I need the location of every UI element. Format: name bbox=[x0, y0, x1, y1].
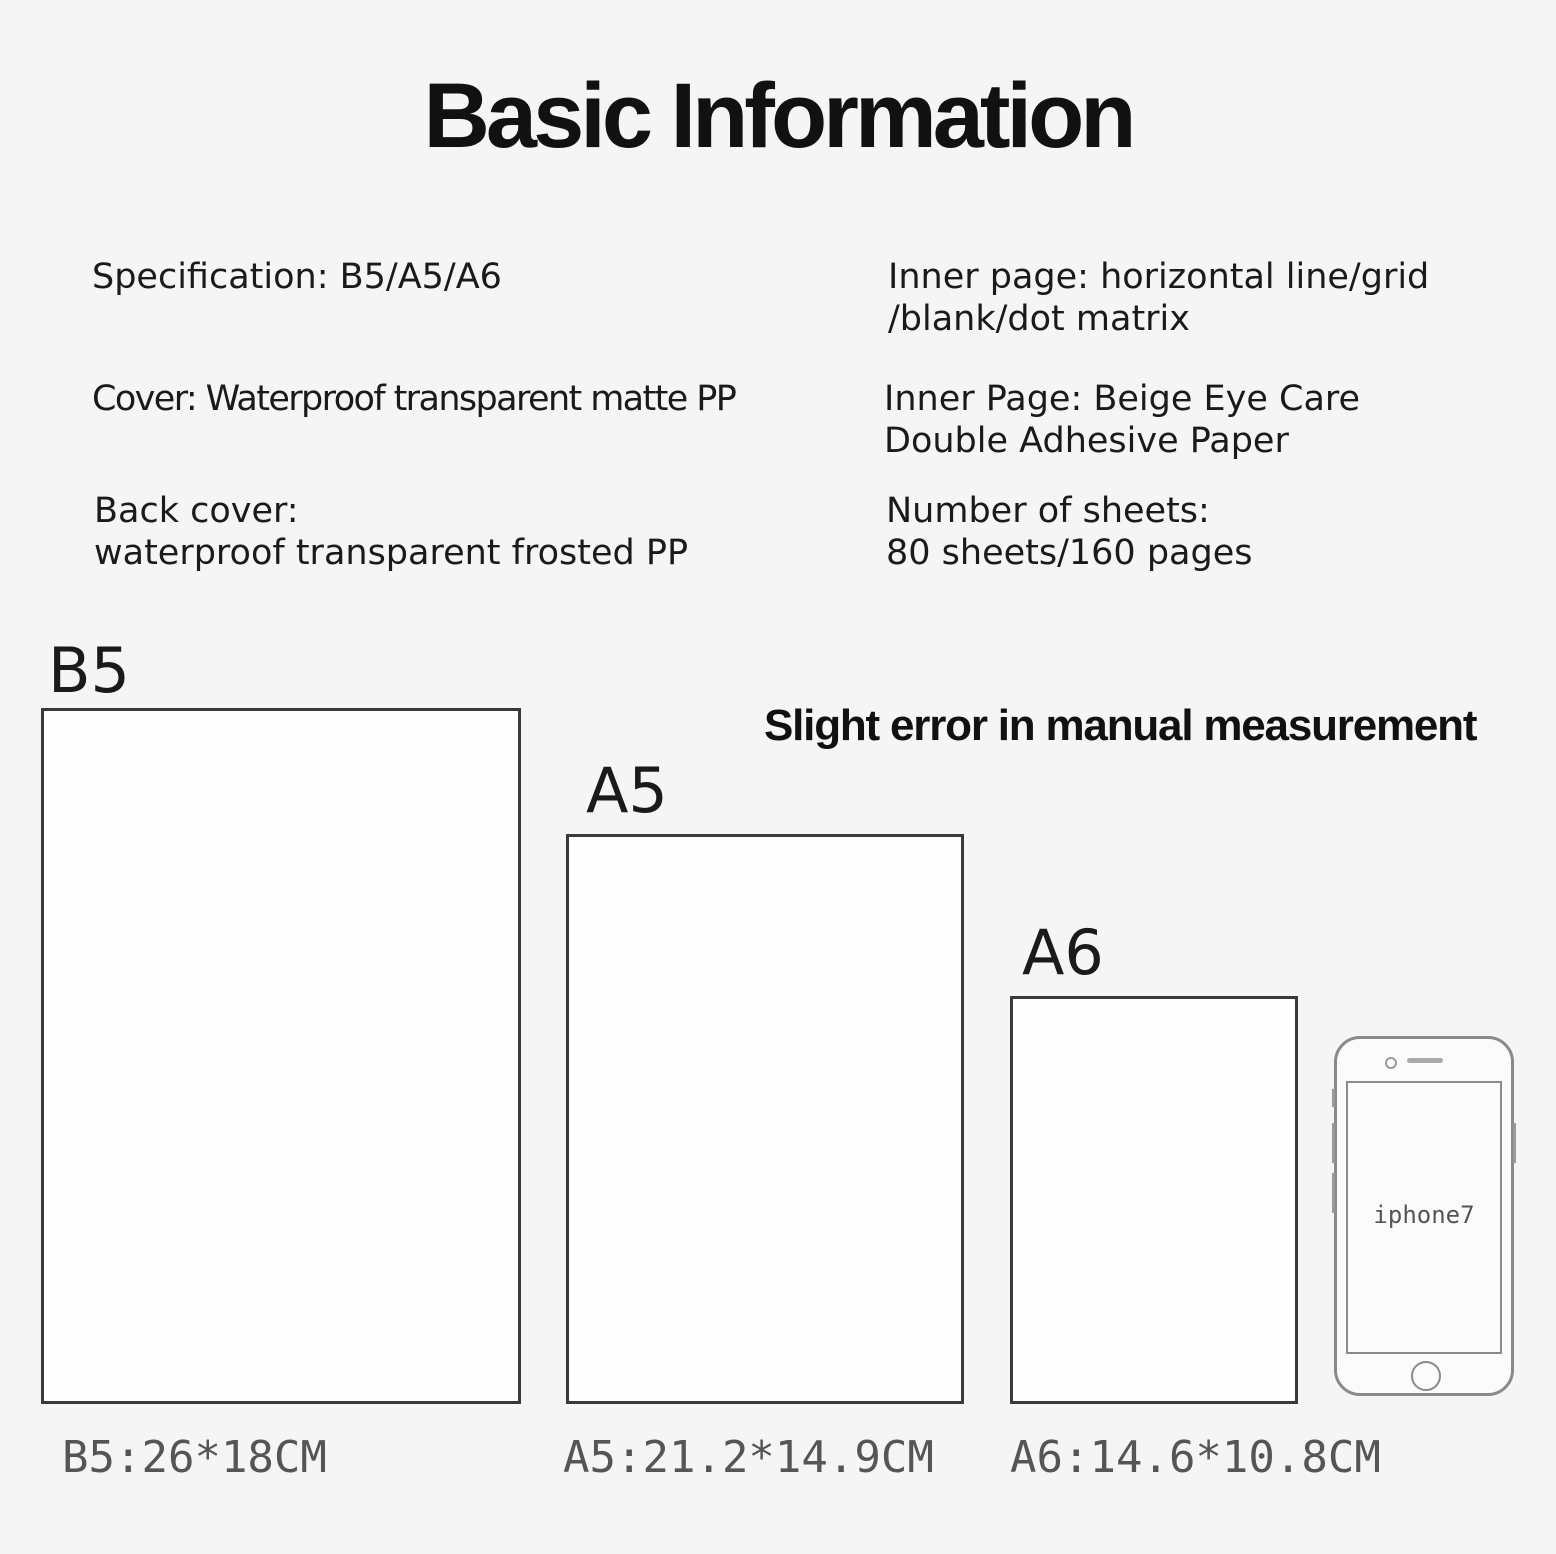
spec-specification bbox=[92, 256, 502, 298]
page-title: Basic Information bbox=[423, 65, 1133, 167]
dimension-a6: A6:14.6*10.8CM bbox=[1010, 1432, 1381, 1483]
spec-inner-page-type-line-2: /blank/dot matrix bbox=[888, 299, 1190, 339]
spec-cover-line-1: Cover: Waterproof transparent matte PP bbox=[92, 379, 736, 419]
size-label-b5: B5 bbox=[48, 634, 130, 707]
phone-outline-icon bbox=[1334, 1036, 1514, 1396]
spec-sheets-line-2: 80 sheets/160 pages bbox=[886, 533, 1253, 573]
spec-sheets bbox=[886, 490, 1252, 574]
phone-volume-up-button bbox=[1332, 1123, 1335, 1163]
spec-cover bbox=[92, 378, 735, 420]
paper-outline-a5 bbox=[566, 834, 964, 1404]
dimension-a5: A5:21.2*14.9CM bbox=[563, 1432, 934, 1483]
phone-side-button bbox=[1332, 1089, 1335, 1107]
phone-power-button bbox=[1513, 1123, 1516, 1163]
spec-back-cover bbox=[94, 490, 688, 574]
phone-screen bbox=[1346, 1081, 1502, 1354]
phone-camera-icon bbox=[1385, 1057, 1397, 1069]
size-label-a5: A5 bbox=[586, 754, 668, 827]
dimension-b5: B5:26*18CM bbox=[62, 1432, 327, 1483]
spec-sheets-line-1: Number of sheets: bbox=[886, 491, 1210, 531]
spec-back-cover-line-1: Back cover: bbox=[94, 491, 299, 531]
spec-inner-page-paper-line-1: Inner Page: Beige Eye Care bbox=[884, 379, 1361, 419]
spec-inner-page-paper-line-2: Double Adhesive Paper bbox=[884, 421, 1289, 461]
spec-inner-page-type bbox=[888, 256, 1429, 340]
phone-speaker-icon bbox=[1407, 1058, 1443, 1063]
paper-outline-b5 bbox=[41, 708, 521, 1404]
size-label-a6: A6 bbox=[1022, 916, 1104, 989]
measurement-note: Slight error in manual measurement bbox=[764, 701, 1477, 750]
spec-inner-page-type-line-1: Inner page: horizontal line/grid bbox=[888, 257, 1430, 297]
spec-inner-page-paper bbox=[884, 378, 1360, 462]
spec-specification-line-1: Specification: B5/A5/A6 bbox=[92, 257, 502, 297]
paper-outline-a6 bbox=[1010, 996, 1298, 1404]
phone-home-button-icon bbox=[1411, 1361, 1441, 1391]
phone-label: iphone7 bbox=[1373, 1201, 1475, 1229]
phone-volume-down-button bbox=[1332, 1173, 1335, 1213]
spec-back-cover-line-2: waterproof transparent frosted PP bbox=[94, 533, 689, 573]
